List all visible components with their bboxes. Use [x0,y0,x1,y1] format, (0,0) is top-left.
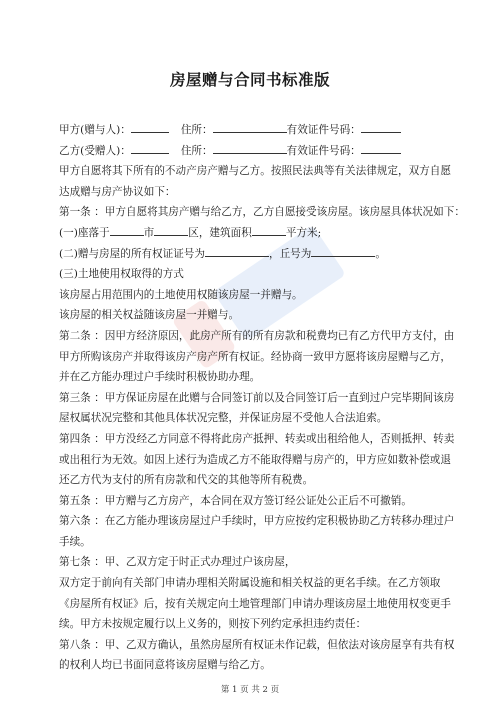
party-b-address-label: 住所： [180,144,213,157]
item-1-district: 区，建筑面积 [188,226,252,239]
certificate-number-blank [205,244,269,257]
paragraph-line: 该房屋占用范围内的土地使用权随该房屋一并赠与。 [59,288,303,301]
article-7-line: 第七条 ：甲、乙双方定于时正式办理过户该房屋， [59,556,296,569]
article-5-line: 第五条 ：甲方赠与乙方房产，本合同在双方签订经公证处公正后不可撤销。 [59,494,412,507]
document-body [59,120,465,676]
item-2-middle: ，丘号为 [268,247,312,260]
paragraph-line: 还乙方代为支付的所有房款和代交的其他等所有税费。 [59,474,314,487]
party-a-line [59,120,449,141]
paragraph-line: 达成赠与房产协议如下： [59,185,176,198]
document-title: 房屋赠与合同书标准版 [169,71,330,89]
party-b-id-blank [361,141,401,154]
item-1-prefix: (一)座落于 [59,226,110,239]
location-blank [110,223,144,236]
article-3-line: 第三条 ：甲方保证房屋在此赠与合同签订前以及合同签订后一直到过户完毕期间该房 [59,391,455,404]
party-b-label: 乙方(受赠人)： [59,144,131,157]
article-2-line: 第二条 ：因甲方经济原因，此房产所有的所有房款和税费均已有乙方代甲方支付，由 [59,329,455,342]
paragraph-line: 《房屋所有权证》后，按有关规定向土地管理部门申请办理该房屋土地使用权变更手 [59,597,451,610]
party-b-address-blank [213,141,287,154]
item-2-line [59,244,449,265]
article-1-line: 第一条 ：甲方自愿将其房产赠与给乙方，乙方自愿接受该房屋。该房屋具体状况如下： [59,206,465,219]
item-1-line [59,223,449,244]
paragraph-line: 甲方自愿将其下所有的不动产房产赠与乙方。按照民法典等有关法律规定，双方自愿 [59,165,451,178]
paragraph-line: 并在乙方能办理过户手续时积极协助办理。 [59,371,261,384]
party-b-line [59,141,449,162]
party-b-id-label: 有效证件号码： [286,144,361,157]
area-blank [252,223,286,236]
party-a-address-blank [213,120,287,133]
page-footer: 第 1 页 共 2 页 [220,685,280,695]
paragraph-line: 手续。 [59,535,91,548]
article-6-line: 第六条 ：在乙方能办理该房屋过户手续时，甲方应按约定积极协助乙方转移办理过户 [59,515,455,528]
party-a-id-blank [361,120,401,133]
paragraph-line: 双方定于前向有关部门申请办理相关附属设施和相关权益的更名手续。在乙方领取 [59,577,441,590]
item-2-suffix: 。 [375,247,386,260]
article-8-line: 第八条 ：甲、乙双方确认，虽然房屋所有权证未作记载，但依法对该房屋享有共有权 [59,638,455,651]
item-2-prefix: (二)赠与房屋的所有权证证号为 [59,247,205,260]
party-a-label: 甲方(赠与人)： [59,124,131,136]
paragraph-line: 的权利人均已书面同意将该房屋赠与给乙方。 [59,659,271,672]
paragraph-line: 甲方所购该房产并取得该房产房产所有权证。经协商一致甲方愿将该房屋赠与乙方， [59,350,451,363]
party-b-name-blank [131,141,169,154]
paragraph-line: 该房屋的相关权益随该房屋一并赠与。 [59,309,240,322]
item-1-city: 市 [143,226,155,239]
paragraph-line: 屋权属状况完整和其他具体状况完整，并保证房屋不受他人合法追索。 [59,412,388,425]
article-4-line: 第四条 ：甲方没经乙方同意不得将此房产抵押、转卖或出租给他人，否则抵押、转卖 [59,432,455,445]
city-blank [154,223,188,236]
party-a-id-label: 有效证件号码： [286,124,361,136]
lot-number-blank [311,244,375,257]
item-1-unit: 平方米; [285,226,322,239]
paragraph-line: 或出租行为无效。如因上述行为造成乙方不能取得赠与房产的，甲方应如数补偿或退 [59,453,451,466]
paragraph-line: 续。甲方未按规定履行以上义务的，则按下列约定承担违约责任： [59,618,367,631]
party-a-address-label: 住所： [180,124,213,136]
item-3-line: (三)土地使用权取得的方式 [59,268,184,281]
party-a-name-blank [131,120,169,133]
